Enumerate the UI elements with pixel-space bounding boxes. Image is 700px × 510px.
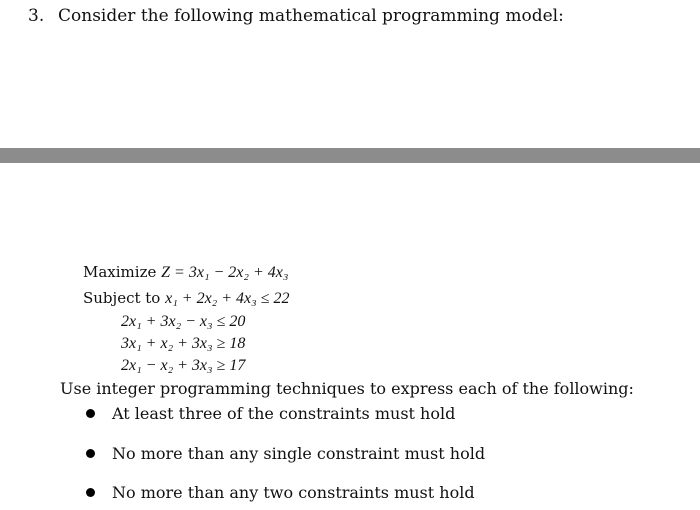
constraint-1: x₁ + 2x₂ + 4x₃ ≤ 22 xyxy=(165,290,290,307)
question-number: 3. xyxy=(28,6,45,26)
bullet-dot-icon xyxy=(86,409,95,418)
constraint-line-1 xyxy=(83,289,289,308)
instruction-text: Use integer programming techniques to express each of the following: xyxy=(60,379,634,398)
bullet-item-1 xyxy=(86,404,455,423)
bullet-item-3 xyxy=(86,483,475,502)
constraint-3: 3x₁ + x₂ + 3x₃ ≥ 18 xyxy=(121,335,246,352)
question-heading xyxy=(28,6,564,26)
constraint-2: 2x₁ + 3x₂ − x₃ ≤ 20 xyxy=(121,313,246,330)
divider-bar xyxy=(0,148,700,163)
question-text: Consider the following mathematical programming model: xyxy=(58,6,564,26)
constraint-4: 2x₁ − x₂ + 3x₃ ≥ 17 xyxy=(121,357,246,374)
objective-line xyxy=(83,263,288,282)
bullet-text: No more than any two constraints must hold xyxy=(112,483,475,502)
bullet-text: No more than any single constraint must hold xyxy=(112,444,486,463)
bullet-dot-icon xyxy=(86,488,95,497)
subject-prefix: Subject to xyxy=(83,289,161,307)
objective-prefix: Maximize xyxy=(83,263,157,281)
bullet-text: At least three of the constraints must hold xyxy=(112,404,456,423)
objective-function: Z = 3x₁ − 2x₂ + 4x₃ xyxy=(161,264,289,281)
bullet-item-2 xyxy=(86,444,485,463)
bullet-dot-icon xyxy=(86,449,95,458)
